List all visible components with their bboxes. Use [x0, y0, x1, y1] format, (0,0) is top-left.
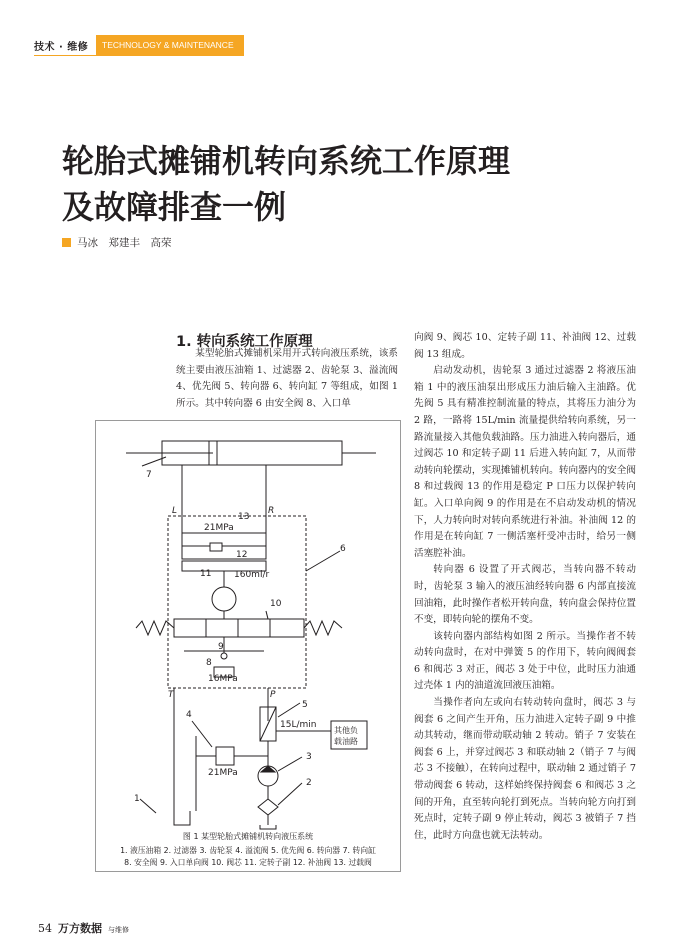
page-footer: [38, 920, 129, 936]
article-title: [62, 138, 622, 230]
label-16mpa: 16MPa: [208, 674, 238, 684]
label-4: 4: [186, 710, 192, 720]
label-7: 7: [146, 470, 152, 480]
relief-valve-4: [216, 747, 234, 765]
paragraph: 向阀 9、阀芯 10、定转子副 11、补油阀 12、过载阀 13 组成。: [414, 332, 636, 360]
label-13: 13: [238, 512, 250, 522]
figure-1: [95, 420, 401, 872]
label-other-2: 载油路: [334, 737, 358, 746]
section-label-zh: 技术 · 维修: [34, 42, 89, 53]
publication-sub: 与维修: [108, 926, 129, 934]
paragraph: 转向器 6 设置了开式阀芯，当转向器不转动时，齿轮泵 3 输入的液压油经转向器 6 内部直接流回油箱，此时操作者松开转向盘，转向盘会保持位置不变，即转向轮的摆角不变。: [414, 564, 636, 626]
paragraph: 当操作者向左或向右转动转向盘时，阀芯 3 与阀套 6 之间产生开角，压力油进入定转子副 9 中推动其转动，继而带动联动轴 2 转动。销子 7 安装在阀套 6 上，并穿过阀芯 3 和联动轴 2（销子 7 与阀芯 3 不接触），在转向过程中，联动轴 2 通过销子 7 带动阀套 6 转动，这样始终保持阀套 6 和阀芯 3 之间的开角，直至转向轮打到死点。当转向轮方向打到死点时，定转子副 9 停止转动，阀芯 3 被销子 7 挡住，此时方向盘也就无法转动。: [414, 697, 636, 841]
section-heading: 1. 转向系统工作原理: [176, 334, 313, 350]
label-6: 6: [340, 544, 346, 554]
label-other-1: 其他负: [334, 726, 358, 735]
label-11: 11: [200, 569, 212, 579]
label-2: 2: [306, 778, 312, 788]
header-rule: [34, 55, 244, 56]
figure-legend-line-1: 1. 液压油箱 2. 过滤器 3. 齿轮泵 4. 溢流阀 5. 优先阀 6. 转向器 7. 转向缸: [120, 846, 376, 855]
label-10: 10: [270, 599, 282, 609]
rotor-set: [212, 587, 236, 611]
label-L: L: [172, 506, 178, 516]
article-title-text: 轮胎式摊铺机转向系统工作原理 及故障排查一例: [62, 142, 511, 226]
label-P: P: [270, 690, 276, 700]
author-marker-icon: [62, 238, 71, 247]
label-8: 8: [206, 658, 212, 668]
label-9: 9: [218, 642, 224, 652]
page-number: 54: [38, 922, 52, 935]
body-column-left: [176, 346, 398, 412]
label-3: 3: [306, 752, 312, 762]
label-15lmin: 15L/min: [280, 720, 317, 730]
authors-line: [62, 235, 172, 250]
steering-unit-frame: [168, 516, 306, 688]
figure-legend: [96, 845, 400, 869]
label-1: 1: [134, 794, 140, 804]
label-21mpa-b: 21MPa: [208, 768, 238, 778]
label-5: 5: [302, 700, 308, 710]
authors: 马冰 郑建丰 高荣: [77, 237, 172, 249]
hydraulic-schematic: [96, 421, 400, 871]
paragraph: 启动发动机，齿轮泵 3 通过过滤器 2 将液压油箱 1 中的液压油泵出形成压力油后输入主油路。优先阀 5 具有精准控制流量的特点，其将压力油分为 2 路，一路将 15L/min 流量提供给转向系统，另一路流量接入其他负载油路。压力油进入转向器后，通过阀芯 10 和定转子副 11 后进入转向缸 7，从而带动转向轮摆动，实现摊铺机转向。转向器内的安全阀 8 和过载阀 13 的作用是稳定 P 口压力以保护转向缸。入口单向阀 9 的作用是在不启动发动机的情况下，人力转向时对转向系统进行补油。补油阀 12 的作用是在转向缸 7 一侧活塞杆受冲击时，给另一侧活塞腔补油。: [414, 365, 636, 559]
paragraph: 某型轮胎式摊铺机采用开式转向液压系统，该系统主要由液压油箱 1、过滤器 2、齿轮泵 3、溢流阀 4、优先阀 5、转向器 6、转向缸 7 等组成，如图 1 所示。其中转向器 6 由安全阀 8、入口单: [176, 348, 398, 409]
label-12: 12: [236, 550, 248, 560]
label-21mpa-a: 21MPa: [204, 523, 234, 533]
figure-caption: 图 1 某型轮胎式摊铺机转向液压系统: [182, 832, 314, 841]
figure-legend-line-2: 8. 安全阀 9. 入口单向阀 10. 阀芯 11. 定转子副 12. 补油阀 13. 过载阀: [124, 858, 372, 867]
label-160ml: 160ml/r: [234, 570, 270, 580]
label-T: T: [168, 690, 174, 700]
paragraph: 该转向器内部结构如图 2 所示。当操作者不转动转向盘时，在对中弹簧 5 的作用下，转向阀阀套 6 和阀芯 3 对正，阀芯 3 处于中位，此时压力油通过壳体 1 内的油道流回液压油箱。: [414, 630, 636, 692]
body-column-right: [414, 330, 636, 844]
filter: [258, 799, 278, 815]
publication-name: 万方数据: [58, 922, 102, 935]
label-R: R: [268, 506, 275, 516]
section-label-en: TECHNOLOGY & MAINTENANCE: [102, 40, 234, 50]
spool-valve: [174, 619, 304, 637]
